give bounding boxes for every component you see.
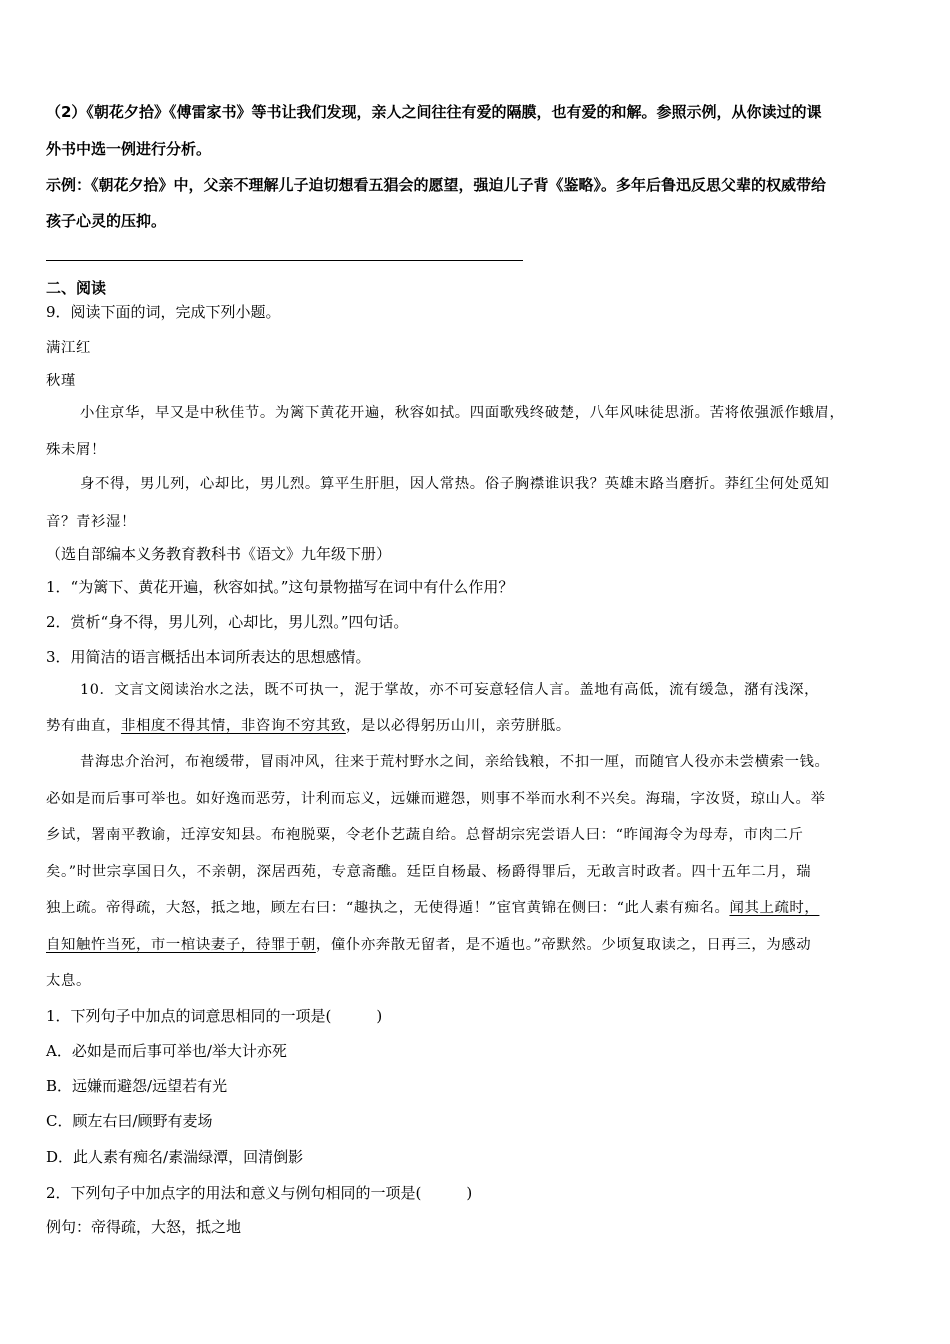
poem-stanza2-line1: 身不得，男儿列，心却比，男儿烈。算平生肝胆，因人常热。俗子胸襟谁识我？英雄末路当磨折。莽红尘何处觅知: [80, 476, 830, 492]
q10-passage-p2-line3: 乡试，署南平教谕，迁淳安知县。布袍脱粟，令老仆艺蔬自给。总督胡宗宪尝语人曰：“昨闻海令为母寿，市肉二斤: [46, 827, 804, 843]
q10-passage-p2-line7: 太息。: [46, 973, 91, 989]
text-segment: ，僮仆亦奔散无留者，是不遁也。”帝默然。少顷复取读之，日再三，为感动: [315, 937, 812, 953]
text-segment: 独上疏。帝得疏，大怒，抵之地，顾左右曰：“趣执之，无使得遁！”宦官黄锦在侧曰：“此人素有痴名。: [46, 900, 730, 916]
poem-source: （选自部编本义务教育教科书《语文》九年级下册）: [46, 545, 392, 563]
q10-sub1-option-c: C．顾左右曰/顾野有麦场: [46, 1112, 213, 1130]
q10-sub1-option-b: B．远嫌而避怨/远望若有光: [46, 1077, 228, 1095]
q9-sub2: 2．赏析“身不得，男儿列，心却比，男儿烈。”四句话。: [46, 613, 409, 631]
q10-passage-p2-line2: 必如是而后事可举也。如好逸而恶劳，计利而忘义，远嫌而避怨，则事不举而水利不兴矣。海瑞，字汝贤，琼山人。举: [46, 791, 826, 807]
section-heading-reading: 二、阅读: [46, 279, 107, 297]
q8-2-prompt-line2: 外书中选一例进行分析。: [46, 140, 212, 158]
q8-2-prompt-line1: （2）《朝花夕拾》《傅雷家书》等书让我们发现，亲人之间往往有爱的隔膜，也有爱的和解。参照示例，从你读过的课: [46, 103, 822, 121]
q10-passage-p2-line6: [46, 935, 811, 955]
q10-passage-p1-line1: 10．文言文阅读治水之法，既不可执一，泥于掌故，亦不可妄意轻信人言。盖地有高低，流有缓急，潴有浅深，: [80, 682, 820, 698]
answer-line: [46, 260, 523, 261]
poem-stanza1-line2: 殊未屑！: [46, 442, 106, 458]
underlined-sentence: 闻其上疏时，: [729, 900, 820, 916]
q10-sub2-example: 例句：帝得疏，大怒，抵之地: [46, 1218, 242, 1236]
q9-intro: 9．阅读下面的词，完成下列小题。: [46, 303, 281, 321]
poem-author: 秋瑾: [46, 373, 76, 389]
q10-sub1-option-a: A．必如是而后事可举也/举大计亦死: [46, 1042, 287, 1060]
text-segment: ，是以必得躬历山川，亲劳胼胝。: [345, 718, 571, 734]
q10-passage-p2-line5: [46, 898, 819, 918]
q10-sub1-stem: 1．下列句子中加点的词意思相同的一项是( ): [46, 1007, 383, 1025]
q10-sub1-option-d: D．此人素有痴名/素湍绿潭，回清倒影: [46, 1148, 304, 1166]
q8-2-example-line2: 孩子心灵的压抑。: [46, 212, 167, 230]
poem-stanza1-line1: 小住京华，早又是中秋佳节。为篱下黄花开遍，秋容如拭。四面歌残终破楚，八年风味徒思浙。苦将侬强派作蛾眉，: [80, 405, 845, 421]
q10-passage-p2-line1: 昔海忠介治河，布袍缓带，冒雨冲风，往来于荒村野水之间，亲给钱粮，不扣一厘，而随官人役亦未尝横索一钱。: [80, 754, 830, 770]
q9-sub1: 1．“为篱下、黄花开遍，秋容如拭。”这句景物描写在词中有什么作用？: [46, 578, 514, 596]
q9-sub3: 3．用简洁的语言概括出本词所表达的思想感情。: [46, 648, 371, 666]
underlined-sentence: 自知触忤当死，市一棺诀妻子，待罪于朝: [46, 937, 316, 953]
poem-stanza2-line2: 音？青衫湿！: [46, 514, 136, 530]
q10-passage-p1-line2: [46, 716, 571, 736]
underlined-sentence: 非相度不得其情，非咨询不穷其致: [120, 718, 346, 734]
poem-title: 满江红: [46, 340, 91, 356]
q10-passage-p2-line4: 矣。”时世宗享国日久，不亲朝，深居西苑，专意斋醮。廷臣自杨最、杨爵得罪后，无敢言时政者。四十五年二月，瑞: [46, 864, 812, 880]
q8-2-example-line1: 示例：《朝花夕拾》中，父亲不理解儿子迫切想看五猖会的愿望，强迫儿子背《鉴略》。多年后鲁迅反思父辈的权威带给: [46, 176, 827, 194]
text-segment: 势有曲直，: [46, 718, 121, 734]
q10-sub2-stem: 2．下列句子中加点字的用法和意义与例句相同的一项是( ): [46, 1184, 473, 1202]
